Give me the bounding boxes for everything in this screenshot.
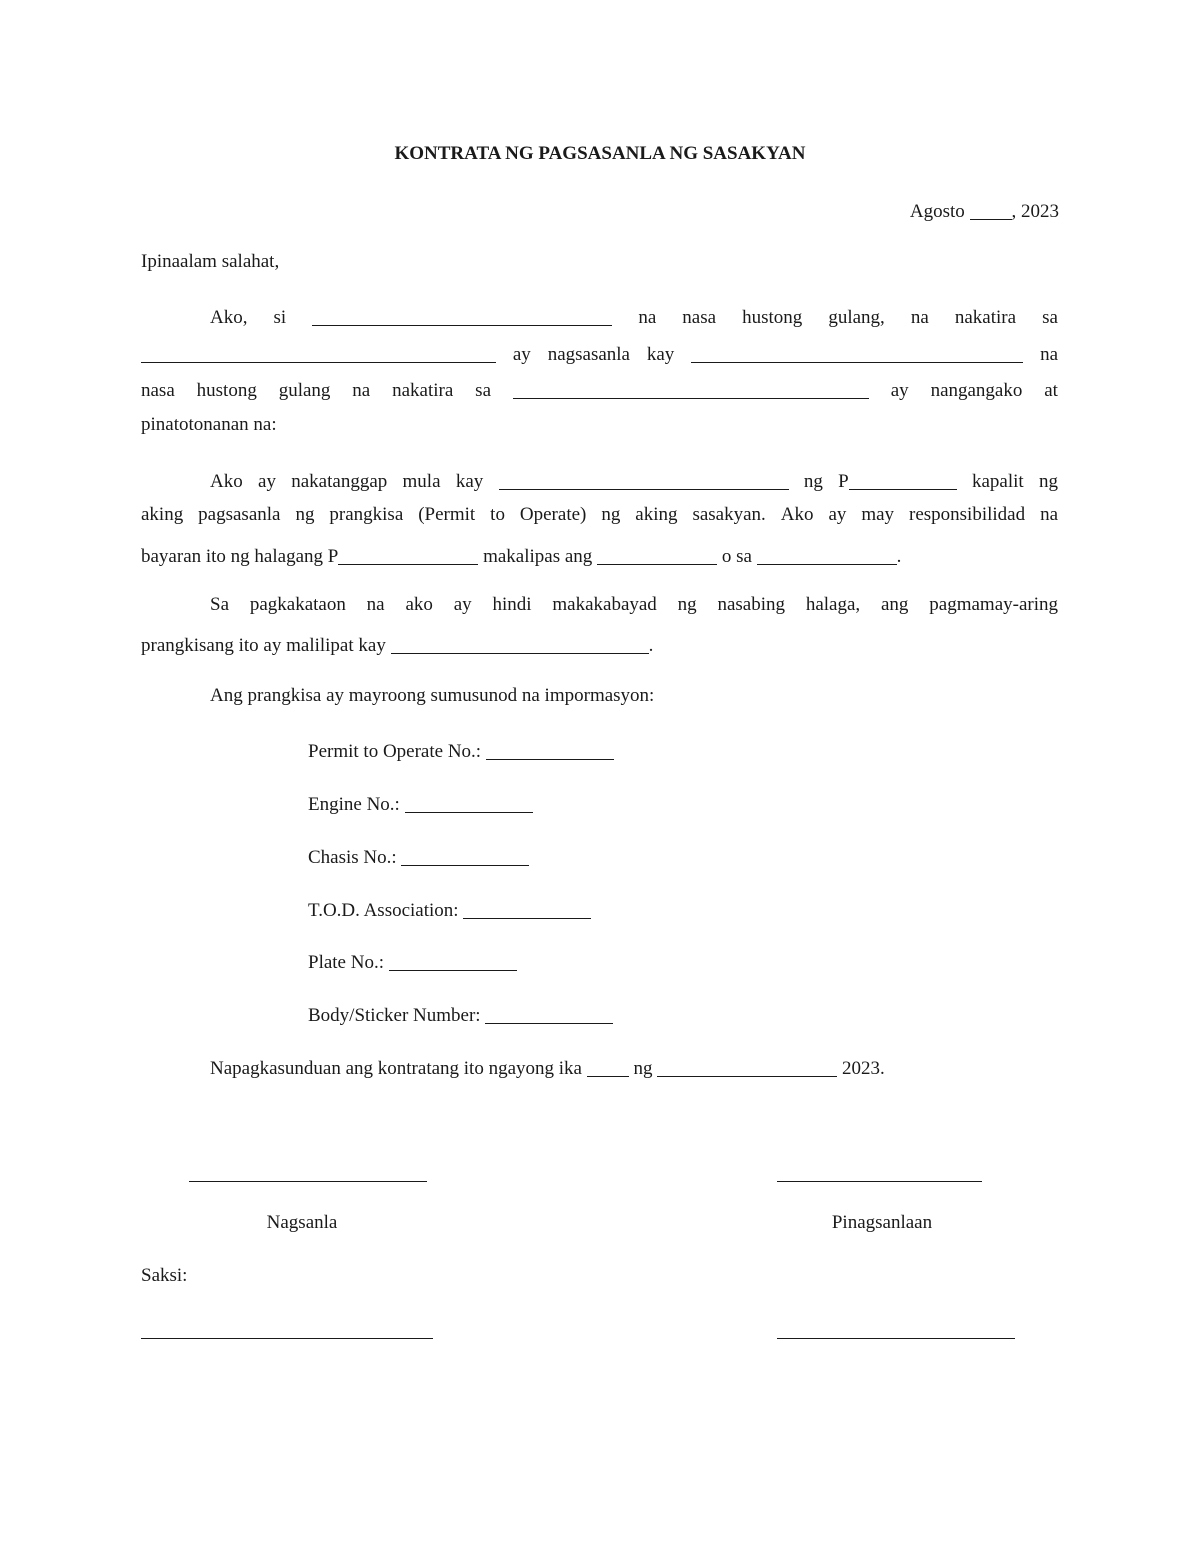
amount-group (838, 467, 957, 493)
text: . (648, 635, 654, 656)
peso-sign: P (838, 471, 849, 492)
word: ang (881, 594, 909, 615)
word: (Permit (418, 504, 476, 525)
field-blank[interactable] (405, 793, 533, 813)
word: Ako (210, 471, 243, 492)
repay-amount-blank[interactable] (338, 545, 478, 565)
word: ako (405, 594, 433, 615)
word: responsibilidad (909, 504, 1026, 525)
word: Ako (780, 504, 814, 525)
word: gulang, (828, 307, 885, 328)
text: 2023. (841, 1058, 885, 1079)
field-label: T.O.D. Association: (308, 900, 459, 921)
para1-line4: pinatotonanan na: (141, 414, 277, 435)
signature-line-pinagsanlaan[interactable] (777, 1181, 982, 1182)
word: nasabing (717, 594, 786, 615)
word: kapalit (971, 471, 1024, 492)
text: . (896, 546, 902, 567)
word: pagmamay-aring (929, 594, 1058, 615)
word: nakatira (954, 307, 1017, 328)
word: prangkisa (329, 504, 404, 525)
field-engine-no (308, 790, 533, 816)
text: o sa (721, 546, 752, 567)
field-label: Engine No.: (308, 794, 400, 815)
word: hustong (196, 380, 257, 401)
field-blank[interactable] (485, 1004, 613, 1024)
date-month: Agosto (909, 201, 965, 222)
field-label: Plate No.: (308, 952, 384, 973)
text: Napagkasunduan ang kontratang ito ngayong ika (210, 1058, 582, 1079)
text: bayaran ito ng halagang P (141, 546, 339, 567)
word: ng (803, 471, 823, 492)
field-tod-association (308, 896, 591, 922)
word: Ako, (210, 307, 248, 328)
word: nangangako (930, 380, 1023, 401)
agreement-month-blank[interactable] (657, 1057, 837, 1077)
text: makalipas ang (483, 546, 593, 567)
word: kay (455, 471, 484, 492)
field-blank[interactable] (401, 846, 529, 866)
witness-signature-line-2[interactable] (777, 1338, 1015, 1339)
field-label: Permit to Operate No.: (308, 741, 482, 762)
para1-line2 (141, 340, 1058, 366)
field-body-sticker-number (308, 1001, 613, 1027)
word: sa (475, 380, 491, 401)
word: Sa (210, 594, 229, 615)
repay-period-blank[interactable] (597, 545, 717, 565)
word: ay (453, 594, 472, 615)
word: nasa (682, 307, 717, 328)
borrower-name-blank[interactable] (691, 343, 1023, 363)
word: mula (402, 471, 441, 492)
word: na (910, 307, 929, 328)
para3-line1 (210, 594, 1058, 616)
word: ay (258, 471, 276, 492)
para3-line2 (141, 631, 653, 657)
word: ng (601, 504, 621, 525)
field-permit-to-operate (308, 737, 614, 763)
text: prangkisang ito ay malilipat kay (141, 635, 386, 656)
word: halaga, (805, 594, 861, 615)
word: hustong (742, 307, 803, 328)
info-intro: Ang prangkisa ay mayroong sumusunod na impormasyon: (210, 685, 655, 706)
word: ng (1038, 471, 1058, 492)
word: sa (1042, 307, 1058, 328)
word: hindi (492, 594, 532, 615)
document-title: KONTRATA NG PAGSASANLA NG SASAKYAN (394, 143, 806, 164)
repay-date-blank[interactable] (757, 545, 897, 565)
agreement-line (210, 1054, 885, 1080)
word: ay (512, 344, 531, 365)
word: na (352, 380, 371, 401)
word: ng (677, 594, 697, 615)
word: sasakyan. (692, 504, 766, 525)
word: ay (828, 504, 847, 525)
word: nagsasanla (547, 344, 630, 365)
date-line (910, 197, 1059, 223)
word: Operate) (519, 504, 587, 525)
para2-line3 (141, 542, 901, 568)
witness-label: Saksi: (141, 1265, 188, 1286)
transfer-to-blank[interactable] (391, 634, 649, 654)
field-chasis-no (308, 843, 529, 869)
word: gulang (278, 380, 331, 401)
field-blank[interactable] (486, 740, 614, 760)
word: may (861, 504, 895, 525)
field-plate-no (308, 948, 517, 974)
date-year: , 2023 (1011, 201, 1059, 222)
field-blank[interactable] (463, 899, 591, 919)
word: na (1040, 344, 1058, 365)
word: makakabayad (552, 594, 657, 615)
para1-line3 (141, 376, 1058, 402)
field-label: Body/Sticker Number: (308, 1005, 481, 1026)
word: kay (646, 344, 675, 365)
signatory-left-label: Nagsanla (266, 1212, 338, 1233)
para1-line1 (210, 303, 1058, 329)
word: nakatanggap (291, 471, 388, 492)
text: ng (633, 1058, 653, 1079)
word: na (638, 307, 657, 328)
word: nasa (141, 380, 175, 401)
salutation: Ipinaalam salahat, (141, 251, 280, 272)
word: nakatira (392, 380, 454, 401)
para2-line1 (210, 467, 1058, 493)
word: pagkakataon (249, 594, 346, 615)
word: at (1044, 380, 1058, 401)
amount-blank[interactable] (849, 470, 957, 490)
word: ay (890, 380, 909, 401)
word: aking (635, 504, 678, 525)
signature-line-nagsanla[interactable] (189, 1181, 427, 1182)
word: aking (141, 504, 184, 525)
field-blank[interactable] (389, 951, 517, 971)
borrower-address-blank[interactable] (513, 379, 869, 399)
field-label: Chasis No.: (308, 847, 397, 868)
agreement-day-blank[interactable] (587, 1057, 629, 1077)
lender-name-blank[interactable] (312, 306, 612, 326)
para2-line2 (141, 504, 1058, 526)
date-day-blank[interactable] (970, 200, 1012, 220)
word: pagsasanla (198, 504, 281, 525)
word: to (490, 504, 505, 525)
received-from-blank[interactable] (499, 470, 789, 490)
word: na (1040, 504, 1058, 525)
word: si (273, 307, 287, 328)
word: na (366, 594, 385, 615)
lender-address-blank[interactable] (141, 343, 496, 363)
witness-signature-line-1[interactable] (141, 1338, 433, 1339)
signatory-right-label: Pinagsanlaan (831, 1212, 933, 1233)
word: ng (295, 504, 315, 525)
